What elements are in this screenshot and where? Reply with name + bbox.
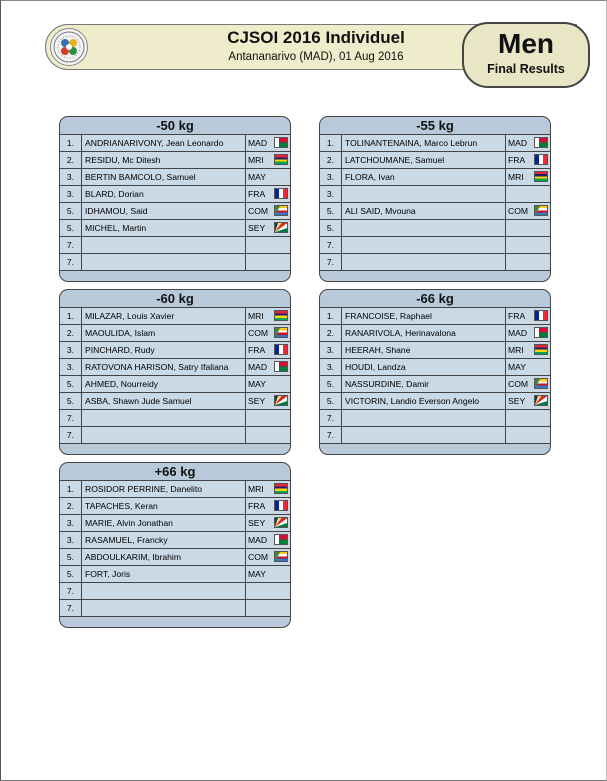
athlete-name-cell bbox=[82, 237, 246, 253]
nation-code: MRI bbox=[248, 484, 264, 494]
nation-code: COM bbox=[248, 552, 269, 562]
athlete-name-cell: FORT, Joris bbox=[82, 566, 246, 582]
rank-cell: 2. bbox=[60, 498, 82, 514]
flag-fra-icon bbox=[274, 188, 288, 199]
nation-code: MAD bbox=[248, 362, 268, 372]
gender-label: Men bbox=[498, 28, 554, 59]
weight-category-title: -66 kg bbox=[320, 290, 550, 308]
flag-mad-icon bbox=[274, 137, 288, 148]
result-row bbox=[60, 515, 290, 532]
flag-mri-icon bbox=[534, 344, 548, 355]
rank-cell: 3. bbox=[320, 186, 342, 202]
result-row bbox=[320, 186, 550, 203]
rank-cell: 3. bbox=[320, 169, 342, 185]
result-row bbox=[60, 308, 290, 325]
result-row bbox=[320, 237, 550, 254]
rank-cell: 5. bbox=[320, 203, 342, 219]
result-row bbox=[320, 410, 550, 427]
result-row bbox=[60, 600, 290, 617]
flag-fra-icon bbox=[534, 310, 548, 321]
rank-cell: 5. bbox=[320, 220, 342, 236]
flag-mad-icon bbox=[534, 137, 548, 148]
rank-cell: 3. bbox=[60, 515, 82, 531]
athlete-name-cell: TOLINANTENAINA, Marco Lebrun bbox=[342, 135, 506, 151]
result-row bbox=[60, 169, 290, 186]
nation-code: FRA bbox=[508, 155, 526, 165]
nation-cell bbox=[506, 308, 550, 324]
rank-cell: 2. bbox=[60, 152, 82, 168]
athlete-name-cell bbox=[342, 254, 506, 270]
result-row bbox=[60, 498, 290, 515]
athlete-name-cell: NASSURDINE, Damir bbox=[342, 376, 506, 392]
flag-com-icon bbox=[274, 327, 288, 338]
nation-cell bbox=[246, 152, 290, 168]
athlete-name-cell: RATOVONA HARISON, Satry Ifaliana bbox=[82, 359, 246, 375]
flag-sey-icon bbox=[274, 395, 288, 406]
athlete-name-cell bbox=[82, 427, 246, 443]
nation-cell bbox=[506, 135, 550, 151]
nation-code: MAY bbox=[248, 172, 266, 182]
nation-code: MRI bbox=[248, 155, 264, 165]
rank-cell: 5. bbox=[60, 393, 82, 409]
nation-code: MAD bbox=[248, 535, 268, 545]
nation-code: SEY bbox=[248, 223, 266, 233]
result-row bbox=[60, 393, 290, 410]
flag-fra-icon bbox=[274, 500, 288, 511]
weight-category-table bbox=[319, 289, 551, 455]
rank-cell: 3. bbox=[60, 359, 82, 375]
flag-mri-icon bbox=[274, 310, 288, 321]
result-row bbox=[320, 393, 550, 410]
rank-cell: 7. bbox=[320, 427, 342, 443]
rank-cell: 3. bbox=[320, 359, 342, 375]
flag-sey-icon bbox=[274, 517, 288, 528]
rank-cell: 7. bbox=[60, 237, 82, 253]
flag-com-icon bbox=[274, 205, 288, 216]
results-label: Final Results bbox=[487, 62, 565, 76]
nation-code: MAD bbox=[248, 138, 268, 148]
result-row bbox=[320, 203, 550, 220]
athlete-name-cell: ALI SAID, Mvouna bbox=[342, 203, 506, 219]
nation-code: MRI bbox=[508, 172, 524, 182]
nation-cell bbox=[246, 308, 290, 324]
rank-cell: 2. bbox=[60, 325, 82, 341]
flag-sey-icon bbox=[534, 395, 548, 406]
table-footer bbox=[60, 617, 290, 627]
flag-mad-icon bbox=[274, 534, 288, 545]
nation-cell bbox=[246, 515, 290, 531]
result-row bbox=[60, 186, 290, 203]
athlete-name-cell: RESIDU, Mc Ditesh bbox=[82, 152, 246, 168]
result-row bbox=[60, 481, 290, 498]
weight-category-title: -60 kg bbox=[60, 290, 290, 308]
athlete-name-cell: MICHEL, Martin bbox=[82, 220, 246, 236]
athlete-name-cell: ASBA, Shawn Jude Samuel bbox=[82, 393, 246, 409]
result-row bbox=[320, 152, 550, 169]
nation-code: MRI bbox=[508, 345, 524, 355]
athlete-name-cell: RASAMUEL, Francky bbox=[82, 532, 246, 548]
nation-cell bbox=[506, 410, 550, 426]
athlete-name-cell: AHMED, Nourreidy bbox=[82, 376, 246, 392]
nation-cell bbox=[246, 203, 290, 219]
rank-cell: 1. bbox=[320, 135, 342, 151]
nation-cell bbox=[246, 600, 290, 616]
result-row bbox=[60, 135, 290, 152]
athlete-name-cell: BERTIN BAMCOLO, Samuel bbox=[82, 169, 246, 185]
athlete-name-cell: IDHAMOU, Said bbox=[82, 203, 246, 219]
rank-cell: 7. bbox=[320, 410, 342, 426]
athlete-name-cell bbox=[82, 254, 246, 270]
nation-cell bbox=[246, 359, 290, 375]
athlete-name-cell bbox=[342, 186, 506, 202]
nation-cell bbox=[506, 427, 550, 443]
flag-mad-icon bbox=[274, 361, 288, 372]
flag-sey-icon bbox=[274, 222, 288, 233]
page-title: CJSOI 2016 Individuel bbox=[227, 28, 405, 47]
nation-code: MAY bbox=[248, 379, 266, 389]
flag-fra-icon bbox=[274, 344, 288, 355]
rank-cell: 7. bbox=[320, 254, 342, 270]
nation-cell bbox=[246, 186, 290, 202]
flag-mri-icon bbox=[274, 154, 288, 165]
rank-cell: 2. bbox=[320, 325, 342, 341]
rank-cell: 7. bbox=[60, 427, 82, 443]
rank-cell: 5. bbox=[60, 566, 82, 582]
nation-cell bbox=[506, 237, 550, 253]
results-badge bbox=[462, 22, 590, 88]
athlete-name-cell: TAPACHES, Keran bbox=[82, 498, 246, 514]
weight-category-table bbox=[319, 116, 551, 282]
athlete-name-cell bbox=[82, 410, 246, 426]
result-row bbox=[320, 427, 550, 444]
rank-cell: 5. bbox=[60, 203, 82, 219]
athlete-name-cell bbox=[342, 237, 506, 253]
nation-cell bbox=[506, 325, 550, 341]
table-footer bbox=[60, 444, 290, 454]
nation-cell bbox=[246, 583, 290, 599]
flag-mad-icon bbox=[534, 327, 548, 338]
athlete-name-cell: ROSIDOR PERRINE, Danelito bbox=[82, 481, 246, 497]
athlete-name-cell bbox=[342, 410, 506, 426]
flag-fra-icon bbox=[534, 154, 548, 165]
result-row bbox=[320, 135, 550, 152]
rank-cell: 7. bbox=[60, 583, 82, 599]
rank-cell: 3. bbox=[60, 532, 82, 548]
weight-category-table bbox=[59, 289, 291, 455]
nation-cell bbox=[506, 342, 550, 358]
nation-cell bbox=[246, 342, 290, 358]
rank-cell: 3. bbox=[60, 186, 82, 202]
rank-cell: 1. bbox=[320, 308, 342, 324]
result-row bbox=[60, 376, 290, 393]
ijf-logo-icon bbox=[50, 28, 88, 66]
result-row bbox=[320, 220, 550, 237]
nation-cell bbox=[246, 549, 290, 565]
nation-code: COM bbox=[248, 328, 269, 338]
nation-code: MRI bbox=[248, 311, 264, 321]
rank-cell: 1. bbox=[60, 135, 82, 151]
nation-cell bbox=[246, 237, 290, 253]
flag-mri-icon bbox=[534, 171, 548, 182]
rank-cell: 5. bbox=[60, 376, 82, 392]
nation-code: MAY bbox=[248, 569, 266, 579]
nation-code: SEY bbox=[248, 396, 266, 406]
table-footer bbox=[320, 271, 550, 281]
nation-code: SEY bbox=[508, 396, 526, 406]
nation-cell bbox=[246, 427, 290, 443]
result-row bbox=[320, 254, 550, 271]
athlete-name-cell: ABDOULKARIM, Ibrahim bbox=[82, 549, 246, 565]
result-row bbox=[60, 152, 290, 169]
weight-category-title: -55 kg bbox=[320, 117, 550, 135]
rank-cell: 5. bbox=[320, 376, 342, 392]
result-row bbox=[60, 427, 290, 444]
athlete-name-cell: VICTORIN, Landio Everson Angelo bbox=[342, 393, 506, 409]
nation-cell bbox=[506, 359, 550, 375]
rank-cell: 2. bbox=[320, 152, 342, 168]
nation-cell bbox=[506, 376, 550, 392]
table-footer bbox=[60, 271, 290, 281]
result-row bbox=[320, 169, 550, 186]
nation-code: MAY bbox=[508, 362, 526, 372]
athlete-name-cell: MILAZAR, Louis Xavier bbox=[82, 308, 246, 324]
rank-cell: 7. bbox=[60, 254, 82, 270]
nation-code: COM bbox=[508, 206, 529, 216]
result-row bbox=[60, 532, 290, 549]
nation-cell bbox=[506, 254, 550, 270]
rank-cell: 7. bbox=[60, 410, 82, 426]
result-row bbox=[60, 220, 290, 237]
result-row bbox=[60, 237, 290, 254]
athlete-name-cell: PINCHARD, Rudy bbox=[82, 342, 246, 358]
result-row bbox=[320, 376, 550, 393]
flag-mri-icon bbox=[274, 483, 288, 494]
result-row bbox=[60, 325, 290, 342]
rank-cell: 1. bbox=[60, 481, 82, 497]
nation-cell bbox=[246, 220, 290, 236]
rank-cell: 3. bbox=[60, 169, 82, 185]
nation-cell bbox=[506, 152, 550, 168]
result-row bbox=[60, 342, 290, 359]
rank-cell: 7. bbox=[60, 600, 82, 616]
result-row bbox=[60, 583, 290, 600]
athlete-name-cell: RANARIVOLA, Herinavalona bbox=[342, 325, 506, 341]
event-subtitle: Antananarivo (MAD), 01 Aug 2016 bbox=[228, 51, 404, 63]
nation-code: FRA bbox=[248, 189, 266, 199]
nation-cell bbox=[246, 325, 290, 341]
nation-code: FRA bbox=[508, 311, 526, 321]
rank-cell: 5. bbox=[320, 393, 342, 409]
nation-code: MAD bbox=[508, 138, 528, 148]
result-row bbox=[60, 410, 290, 427]
athlete-name-cell: HEERAH, Shane bbox=[342, 342, 506, 358]
result-row bbox=[60, 359, 290, 376]
nation-code: COM bbox=[508, 379, 529, 389]
nation-cell bbox=[246, 566, 290, 582]
result-row bbox=[320, 325, 550, 342]
nation-cell bbox=[506, 186, 550, 202]
nation-cell bbox=[246, 169, 290, 185]
athlete-name-cell: HOUDI, Landza bbox=[342, 359, 506, 375]
nation-code: FRA bbox=[248, 345, 266, 355]
result-row bbox=[60, 203, 290, 220]
nation-cell bbox=[246, 481, 290, 497]
nation-cell bbox=[246, 254, 290, 270]
weight-category-table bbox=[59, 462, 291, 628]
weight-category-title: +66 kg bbox=[60, 463, 290, 481]
athlete-name-cell: LATCHOUMANE, Samuel bbox=[342, 152, 506, 168]
athlete-name-cell: MARIE, Alvin Jonathan bbox=[82, 515, 246, 531]
nation-cell bbox=[246, 410, 290, 426]
flag-com-icon bbox=[274, 551, 288, 562]
athlete-name-cell bbox=[342, 427, 506, 443]
rank-cell: 1. bbox=[60, 308, 82, 324]
nation-code: FRA bbox=[248, 501, 266, 511]
nation-cell bbox=[506, 169, 550, 185]
athlete-name-cell: BLARD, Dorian bbox=[82, 186, 246, 202]
rank-cell: 3. bbox=[60, 342, 82, 358]
result-row bbox=[320, 342, 550, 359]
result-row bbox=[60, 254, 290, 271]
nation-cell bbox=[246, 135, 290, 151]
weight-category-title: -50 kg bbox=[60, 117, 290, 135]
athlete-name-cell bbox=[82, 600, 246, 616]
athlete-name-cell: ANDRIANARIVONY, Jean Leonardo bbox=[82, 135, 246, 151]
result-row bbox=[320, 359, 550, 376]
weight-category-table bbox=[59, 116, 291, 282]
athlete-name-cell bbox=[342, 220, 506, 236]
nation-cell bbox=[506, 393, 550, 409]
nation-code: SEY bbox=[248, 518, 266, 528]
athlete-name-cell: FLORA, Ivan bbox=[342, 169, 506, 185]
nation-code: COM bbox=[248, 206, 269, 216]
table-footer bbox=[320, 444, 550, 454]
result-row bbox=[60, 566, 290, 583]
nation-cell bbox=[506, 203, 550, 219]
nation-cell bbox=[246, 393, 290, 409]
nation-cell bbox=[506, 220, 550, 236]
athlete-name-cell bbox=[82, 583, 246, 599]
flag-com-icon bbox=[534, 378, 548, 389]
result-row bbox=[60, 549, 290, 566]
athlete-name-cell: FRANCOISE, Raphael bbox=[342, 308, 506, 324]
nation-cell bbox=[246, 532, 290, 548]
rank-cell: 7. bbox=[320, 237, 342, 253]
flag-com-icon bbox=[534, 205, 548, 216]
result-row bbox=[320, 308, 550, 325]
rank-cell: 5. bbox=[60, 549, 82, 565]
rank-cell: 3. bbox=[320, 342, 342, 358]
nation-code: MAD bbox=[508, 328, 528, 338]
rank-cell: 5. bbox=[60, 220, 82, 236]
athlete-name-cell: MAOULIDA, Islam bbox=[82, 325, 246, 341]
nation-cell bbox=[246, 498, 290, 514]
nation-cell bbox=[246, 376, 290, 392]
